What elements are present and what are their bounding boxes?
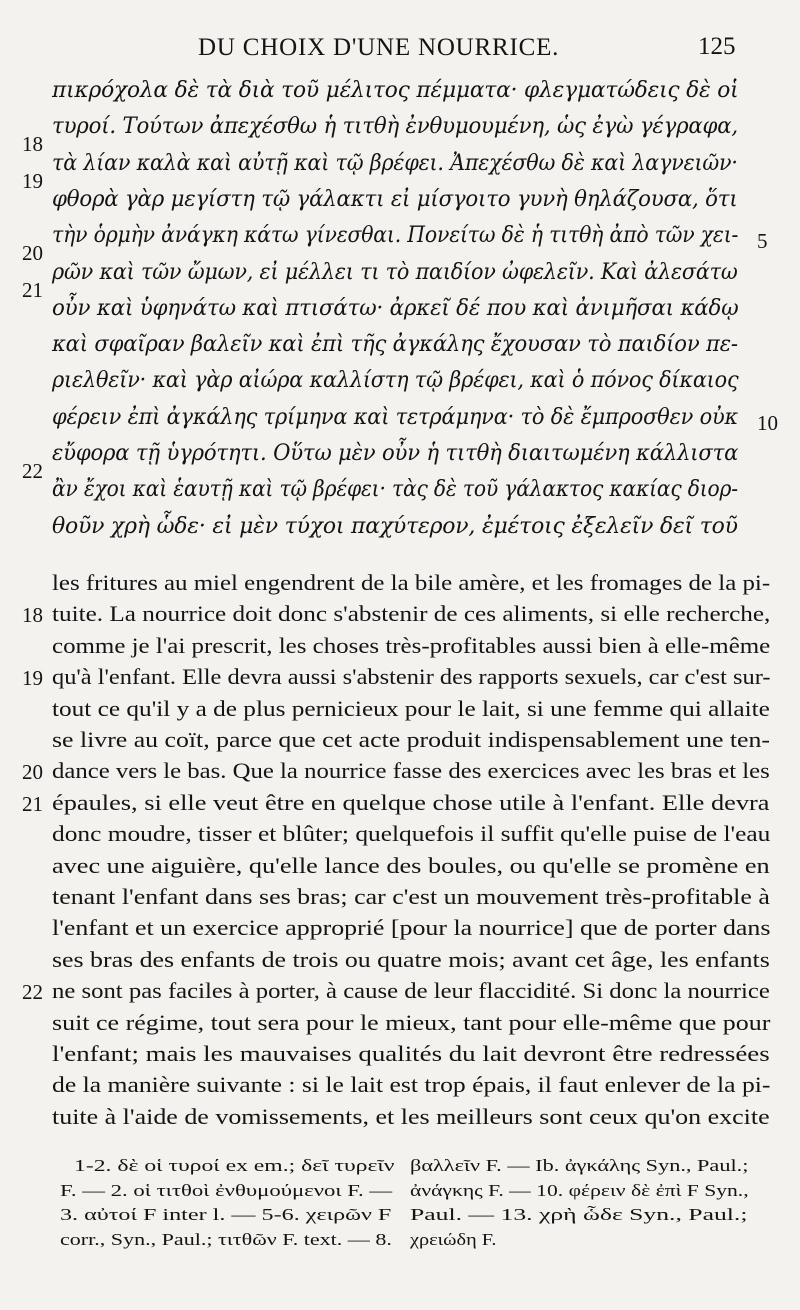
margin-line-count: 5 bbox=[757, 229, 768, 254]
greek-text-line: εὔφορα τῇ ὑγρότητι. Οὕτω μὲν οὖν ἡ τιτθὴ διαιτωμένη κάλλιστα bbox=[52, 441, 739, 466]
running-title: DU CHOIX D'UNE NOURRICE. bbox=[198, 34, 560, 61]
french-text-line: dance vers le bas. Que la nourrice fasse des exercices avec les bras et les bbox=[52, 758, 770, 784]
french-text-line: ne sont pas faciles à porter, à cause de leur flaccidité. Si donc la nourrice bbox=[52, 978, 770, 1004]
greek-text-line: φθορὰ γὰρ μεγίστη τῷ γάλακτι εἰ μίσγοιτο γυνὴ θηλάζουσα, ὅτι bbox=[52, 186, 738, 212]
note-line-left: corr., Syn., Paul.; τιτθῶν F. text. — 8. bbox=[60, 1229, 392, 1249]
french-text-line: de la manière suivante : si le lait est trop épais, il faut enlever de la pi- bbox=[52, 1072, 771, 1098]
greek-text-line: φέρειν ἐπὶ ἀγκάλης τρίμηνα καὶ τετράμηνα· τὸ δὲ ἔμπροσθεν οὐκ bbox=[52, 404, 738, 430]
note-line-right: βαλλεῖν F. — Ib. ἀγκάλης Syn., Paul.; bbox=[410, 1156, 749, 1175]
line-number-marker: 20 bbox=[22, 241, 43, 266]
french-text-line: les fritures au miel engendrent de la bile amère, et les fromages de la pi- bbox=[52, 570, 771, 595]
note-line-right: χρειώδη F. bbox=[410, 1229, 497, 1249]
greek-text-line: οὖν καὶ ὑφηνάτω καὶ πτισάτω· ἀρκεῖ δέ που καὶ ἀνιμῆσαι κάδῳ bbox=[52, 295, 739, 321]
greek-text-line: τὴν ὁρμὴν ἀνάγκη κάτω γίνεσθαι. Πονείτω δὲ ἡ τιτθὴ ἀπὸ τῶν χει- bbox=[52, 223, 739, 249]
note-line-right: ἀνάγκης F. — 10. φέρειν δὲ ἐπὶ F Syn., bbox=[410, 1180, 749, 1200]
note-line-left: F. — 2. οἱ τιτθοὶ ἐνθυμούμενοι F. — bbox=[60, 1180, 393, 1200]
french-text-line: comme je l'ai prescrit, les choses très-profitables aussi bien à elle-même bbox=[52, 632, 771, 658]
margin-line-count: 10 bbox=[757, 410, 778, 435]
greek-text-line: τυροί. Τούτων ἀπεχέσθω ἡ τιτθὴ ἐνθυμουμένη, ὡς ἐγὼ γέγραφα, bbox=[52, 114, 738, 140]
line-number-marker: 19 bbox=[22, 168, 43, 193]
greek-text-line: ἂν ἔχοι καὶ ἑαυτῇ καὶ τῷ βρέφει· τὰς δὲ τοῦ γάλακτος κακίας διορ- bbox=[52, 477, 738, 503]
line-number-marker: 21 bbox=[22, 277, 43, 302]
french-text-line: tenant l'enfant dans ses bras; car c'est un mouvement très-profitable à bbox=[52, 884, 770, 909]
note-line-right: Paul. — 13. χρὴ ὧδε Syn., Paul.; bbox=[410, 1205, 748, 1224]
french-text-line: qu'à l'enfant. Elle devra aussi s'abstenir des rapports sexuels, car c'est sur- bbox=[52, 664, 771, 690]
french-text-line: ses bras des enfants de trois ou quatre mois; avant cet âge, les enfants bbox=[52, 946, 770, 972]
french-text-line: avec une aiguière, qu'elle lance des boules, ou qu'elle se promène en bbox=[52, 852, 770, 878]
french-text-line: tuite à l'aide de vomissements, et les meilleurs sont ceux qu'on excite bbox=[52, 1103, 770, 1129]
french-text-line: l'enfant et un exercice approprié [pour la nourrice] que de porter dans bbox=[52, 915, 771, 941]
line-number-marker: 21 bbox=[22, 791, 43, 816]
greek-text-line: καὶ σφαῖραν βαλεῖν καὶ ἐπὶ τῆς ἀγκάλης ἔχουσαν τὸ παιδίον πε- bbox=[52, 332, 738, 358]
french-text-line: l'enfant; mais les mauvaises qualités du lait devront être redressées bbox=[52, 1041, 770, 1066]
line-number-marker: 22 bbox=[22, 459, 43, 483]
line-number-marker: 18 bbox=[22, 603, 43, 628]
line-number-marker: 18 bbox=[22, 132, 43, 157]
line-number-marker: 20 bbox=[22, 760, 43, 785]
greek-text-line: ρῶν καὶ τῶν ὤμων, εἰ μέλλει τι τὸ παιδίον ὠφελεῖν. Καὶ ἀλεσάτω bbox=[52, 259, 738, 285]
line-number-marker: 19 bbox=[22, 666, 43, 691]
note-line-left: 1-2. δὲ οἱ τυροί ex em.; δεῖ τυρεῖν bbox=[74, 1156, 395, 1175]
french-text-line: suit ce régime, tout sera pour le mieux, tant pour elle-même que pour bbox=[52, 1009, 771, 1035]
note-line-left: 3. αὐτοί F inter l. — 5-6. χειρῶν F bbox=[60, 1205, 392, 1224]
french-text-line: tuite. La nourrice doit donc s'abstenir de ces aliments, si elle recherche, bbox=[52, 601, 771, 627]
page-number: 125 bbox=[698, 33, 736, 60]
greek-text-line: τὰ λίαν καλὰ καὶ αὐτῇ καὶ τῷ βρέφει. Ἀπεχέσθω δὲ καὶ λαγνειῶν· bbox=[52, 150, 738, 176]
greek-text-line: θοῦν χρὴ ὧδε· εἰ μὲν τύχοι παχύτερον, ἐμέτοις ἐξελεῖν δεῖ τοῦ bbox=[52, 513, 738, 539]
french-text-line: épaules, si elle veut être en quelque chose utile à l'enfant. Elle devra bbox=[52, 789, 770, 815]
french-text-line: se livre au coït, parce que cet acte produit indispensablement une ten- bbox=[52, 727, 771, 752]
greek-text-line: ριελθεῖν· καὶ γὰρ αἰώρα καλλίστη τῷ βρέφει, καὶ ὁ πόνος δίκαιος bbox=[52, 368, 739, 394]
line-number-marker: 22 bbox=[22, 980, 43, 1005]
french-text-line: donc moudre, tisser et blûter; quelquefois il suffit qu'elle puise de l'eau bbox=[52, 821, 771, 847]
french-text-line: tout ce qu'il y a de plus pernicieux pour le lait, si une femme qui allaite bbox=[52, 695, 770, 721]
greek-text-line: πικρόχολα δὲ τὰ διὰ τοῦ μέλιτος πέμματα· φλεγματώδεις δὲ οἱ bbox=[52, 78, 739, 103]
